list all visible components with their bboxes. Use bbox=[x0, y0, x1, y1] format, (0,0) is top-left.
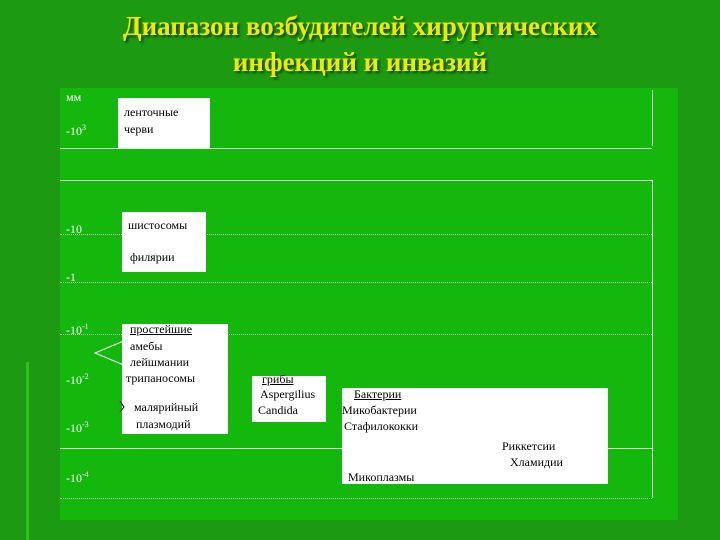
fungi-box bbox=[252, 372, 326, 422]
box-label: амебы bbox=[130, 339, 163, 353]
less-than-bracket-icon bbox=[95, 340, 126, 366]
box-label: черви bbox=[124, 122, 154, 136]
box-heading: простейшие bbox=[130, 322, 193, 336]
box-heading: Бактерии bbox=[354, 387, 402, 401]
box-label: лейшмании bbox=[130, 355, 190, 369]
box-label: Aspergilius bbox=[260, 387, 316, 401]
page-title bbox=[0, 8, 720, 80]
scale-tick: $-10^{-4}$ bbox=[66, 470, 89, 485]
box-label: трипаносомы bbox=[126, 371, 196, 385]
box-label: Хламидии bbox=[510, 455, 563, 469]
box-label: плазмодий bbox=[136, 417, 191, 431]
title-line-1: Диапазон возбудителей хирургических bbox=[123, 11, 597, 41]
box-label: филярии bbox=[130, 250, 175, 264]
size-scale-panel bbox=[60, 88, 678, 520]
box-label: ленточные bbox=[124, 105, 179, 119]
decorative-divider bbox=[26, 362, 29, 540]
bacteria-box bbox=[342, 388, 608, 484]
title-line-2: инфекций и инвазий bbox=[232, 47, 488, 77]
box-label: Candida bbox=[258, 403, 298, 417]
box-label: Микоплазмы bbox=[348, 470, 415, 484]
scale-tick: $-10^{-2}$ bbox=[66, 372, 89, 387]
box-label: шистосомы bbox=[128, 218, 188, 232]
box-label: Стафилококки bbox=[344, 419, 419, 433]
scale-tick: $-10^3$ bbox=[66, 123, 86, 138]
box-heading: грибы bbox=[262, 372, 294, 386]
scale-tick: -1 bbox=[66, 270, 76, 284]
scale-tick: $-10^{-1}$ bbox=[66, 322, 89, 337]
scale-tick: $-10^{-3}$ bbox=[66, 420, 89, 435]
scale-tick: -10 bbox=[66, 222, 82, 236]
box-label: Микобактерии bbox=[342, 403, 417, 417]
greater-than-bracket-icon bbox=[120, 401, 124, 412]
scale-unit: мм bbox=[66, 90, 82, 104]
box-label: Риккетсии bbox=[502, 439, 556, 453]
box-label: малярийный bbox=[134, 400, 199, 414]
